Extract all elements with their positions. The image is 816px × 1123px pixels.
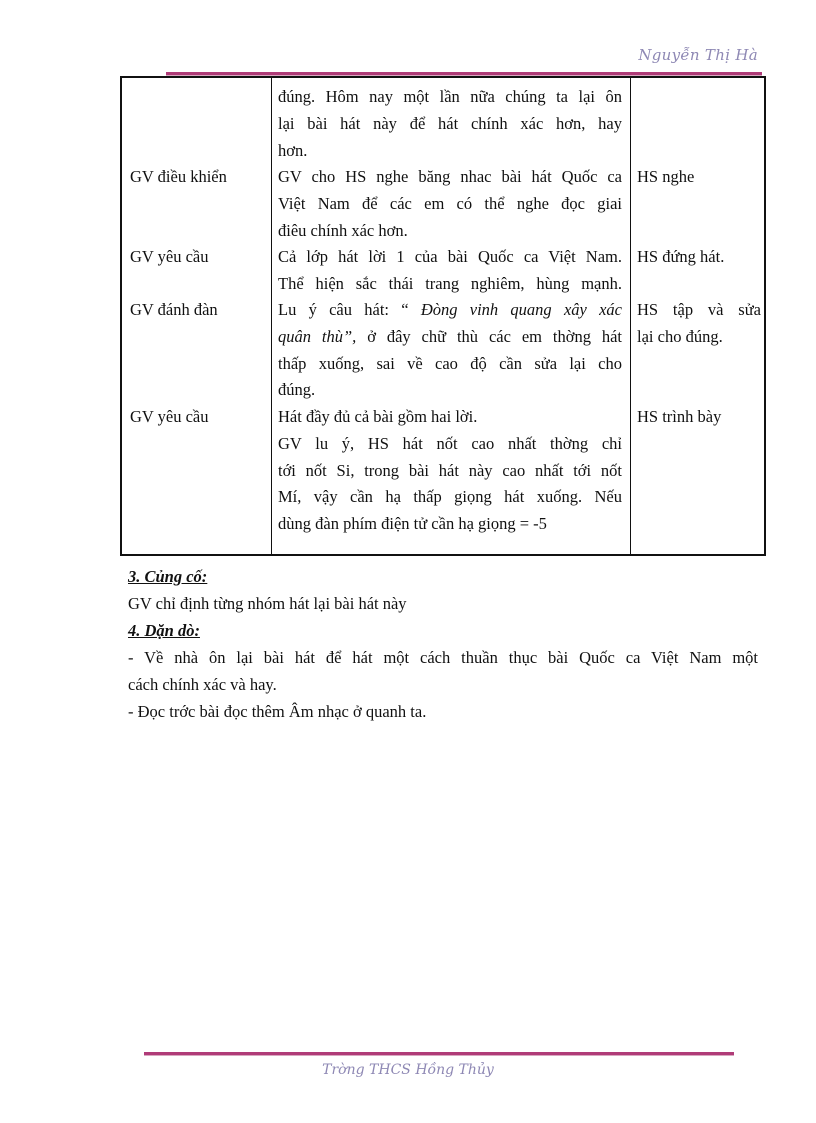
section-3-text: GV chỉ định từng nhóm hát lại bài hát này <box>128 594 407 613</box>
table-row-3-content: Cả lớp hát lời 1 của bài Quốc ca Việt Nam. Thể hiện sắc thái trang nghiêm, hùng mạnh. <box>278 247 622 293</box>
footer-school: Trờng THCS Hồng Thủy <box>322 1062 494 1078</box>
table-row-4-content: Lu ý câu hát: “ Đòng vinh quang xây xác quân thù”, ở đây chữ thù các em thờng hát thấp xuống, sai về cao độ cần sửa lại cho đúng. <box>278 300 623 400</box>
table-row-4-teacher: GV đánh đàn <box>130 300 218 319</box>
section-4-heading: 4. Dặn dò: <box>128 621 200 640</box>
column-divider <box>630 78 631 554</box>
table-row-3-teacher: GV yêu cầu <box>130 247 209 266</box>
footer-divider <box>144 1052 734 1056</box>
table-row-4-student: HS tập và sửa lại cho đúng. <box>637 300 761 346</box>
section-4-item-1: - Về nhà ôn lại bài hát để hát một cách thuần thục bài Quốc ca Việt Nam một cách chính xác và hay. <box>128 648 758 694</box>
header-author: Nguyễn Thị Hà <box>638 46 758 64</box>
table-row-5-content: Hát đầy đủ cả bài gồm hai lời. GV lu ý, HS hát nốt cao nhất thờng chỉ tới nốt Si, trong bài hát này cao nhất tới nốt Mí, vậy cần hạ thấp giọng hát xuống. Nếu dùng đàn phím điện tử cần hạ giọng = -5 <box>278 407 622 534</box>
lesson-table <box>120 76 766 556</box>
section-3-heading: 3. Củng cố: <box>128 567 208 586</box>
table-row-2-teacher: GV điều khiển <box>130 167 227 186</box>
section-4-item-2: - Đọc trớc bài đọc thêm Âm nhạc ở quanh ta. <box>128 702 427 721</box>
table-row-1-content: đúng. Hôm nay một lần nữa chúng ta lại ôn lại bài hát này để hát chính xác hơn, hay hơn. <box>278 87 622 160</box>
table-row-2-student: HS nghe <box>637 167 695 186</box>
table-row-5-student: HS trình bày <box>637 407 722 426</box>
column-divider <box>271 78 272 554</box>
table-row-5-teacher: GV yêu cầu <box>130 407 209 426</box>
table-row-3-student: HS đứng hát. <box>637 247 725 266</box>
table-row-2-content: GV cho HS nghe băng nhac bài hát Quốc ca Việt Nam để các em có thể nghe đọc giai điêu chính xác hơn. <box>278 167 622 240</box>
